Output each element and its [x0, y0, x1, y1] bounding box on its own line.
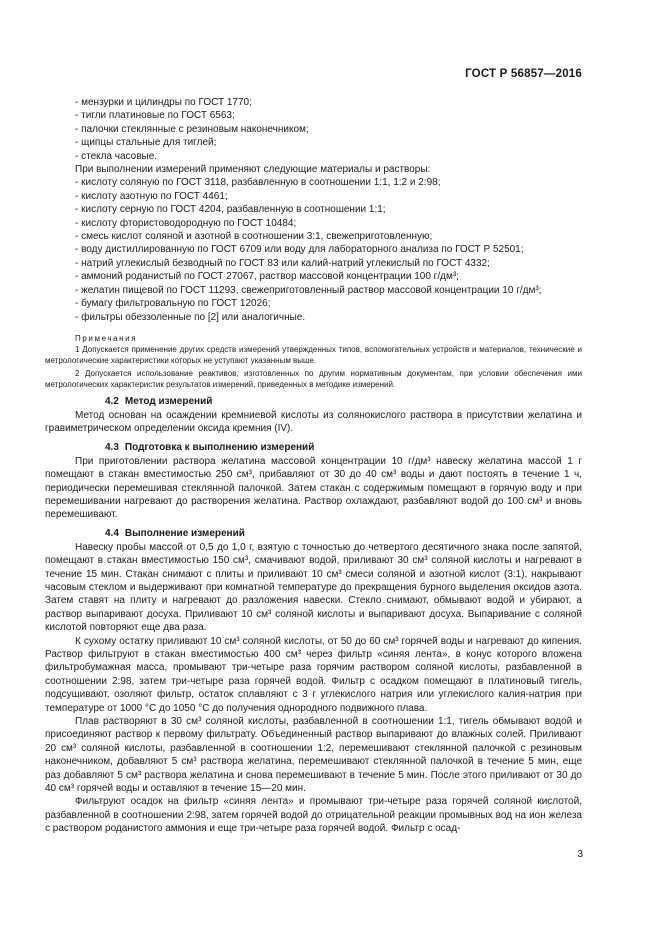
list-item: - кислоту соляную по ГОСТ 3118, разбавленную в соотношении 1:1, 1:2 и 2:98;: [75, 177, 441, 189]
list-item: - мензурки и цилиндры по ГОСТ 1770;: [75, 97, 252, 108]
page-number: 3: [577, 849, 583, 860]
paragraph: Плав растворяют в 30 см³ соляной кислоты, разбавленной в соотношении 1:1, тигель обмывают водой и присоединяют раствор к первому фильтрату. Объединенный раствор выпаривают до влажных солей. Приливают 20 см³ соляной кислоты, разбавленной в соотношении 1:2, перемешивают стеклянной палочкой с резиновым наконечником, добавляют 5 см³ раствора желатина, перемешивают стеклянной палочкой в течение 5 мин, еще раз добавляют 5 см³ раствора желатина и снова перемешивают в течение 5 мин. После этого приливают от 30 до 40 см³ горячей воды и оставляют в течение 15—20 мин.: [45, 716, 582, 795]
section-heading: [45, 527, 582, 541]
paragraph: Фильтруют осадок на фильтр «синяя лента» и промывают три-четыре раза горячей соляной кислотой, разбавленной в соотношении 2:98, затем горячей водой до отрицательной реакции промывных вод на ион железа с раствором роданистого аммония и еще три-четыре раза горячей водой. Фильтр с осад-: [45, 796, 582, 835]
list-item: - аммоний роданистый по ГОСТ 27067, раствор массовой концентрации 100 г/дм³;: [75, 271, 459, 283]
list-item: - желатин пищевой по ГОСТ 11293, свежеприготовленный раствор массовой концентрации 10 г/дм³;: [75, 284, 542, 296]
section-title: Метод измерений: [124, 395, 213, 407]
materials-list: [45, 176, 582, 323]
list-item: - воду дистиллированную по ГОСТ 6709 или воду для лабораторного анализа по ГОСТ Р 52501;: [75, 244, 524, 256]
equipment-list: [45, 96, 582, 163]
list-item: - бумагу фильтровальную по ГОСТ 12026;: [75, 298, 271, 310]
list-item: - тигли платиновые по ГОСТ 6563;: [75, 110, 235, 122]
section-title: Подготовка к выполнению измерений: [124, 441, 315, 453]
document-code-header: ГОСТ Р 56857—2016: [465, 68, 582, 80]
section-4-4: [45, 527, 582, 836]
section-4-3: [45, 441, 582, 522]
paragraph: Метод основан на осаждении кремниевой кислоты из солянокислого раствора в присутствии желатина и гравиметрическом определении оксида кремния (IV).: [45, 409, 582, 435]
section-number: 4.4: [105, 527, 119, 539]
list-item: - стекла часовые.: [75, 150, 158, 162]
paragraph: К сухому остатку приливают 10 см³ соляной кислоты, от 50 до 60 см³ горячей воды и нагревают до кипения. Раствор фильтруют в стакан вместимостью 400 см³ через фильтр «синяя лента», в конус которого вложена фильтробумажная масса, промывают три-четыре раза горячим раствором соляной кислоты, разбавленной в соотношении 2:98, затем три-четыре раза горячей водой. Фильтр с осадком помещают в платиновый тигель, подсушивают, озоляют фильтр, остаток сплавляют с 3 г углекислого натрия или углекислого калия-натрия при температуре от 1000 °С до 1050 °С до получения однородного подвижного плава.: [45, 635, 582, 714]
notes-block: [45, 333, 582, 390]
section-number: 4.3: [105, 441, 119, 453]
section-number: 4.2: [105, 395, 119, 407]
paragraph: При приготовлении раствора желатина массовой концентрации 10 г/дм³ навеску желатина массой 1 г помещают в стакан вместимостью 250 см³, прибавляют от 30 до 40 см³ воды и дают постоять в течение 1 ч, периодически перемешивая стеклянной палочкой. Затем стакан с содержимым помещают в горячую воду и при перемешивании нагревают до растворения желатина. Раствор охлаждают, разбавляют водой до 100 см³ и вновь перемешивают.: [45, 455, 582, 521]
paragraph: Навеску пробы массой от 0,5 до 1,0 г, взятую с точностью до четвертого десятичного знака после запятой, помещают в стакан вместимостью 150 см³, смачивают водой, приливают 30 см³ соляной кислоты и нагревают в течение 15 мин. Стакан снимают с плиты и приливают 10 см³ смеси соляной и азотной кислот (3:1), накрывают часовым стеклом и выдерживают при комнатной температуре до прекращения бурного выделения оксидов азота. Затем ставят на плиту и нагревают до разложения навески. Стекло снимают, обмывают водой и убирают, а раствор выпаривают досуха. Приливают 10 см³ соляной кислоты и выпаривают досуха. Выпаривание с соляной кислотой повторяют еще два раза.: [45, 541, 582, 634]
list-item: - кислоту азотную по ГОСТ 4461;: [75, 190, 228, 202]
list-item: - палочки стеклянные с резиновым наконечником;: [75, 123, 309, 135]
section-heading: [45, 395, 582, 409]
list-item: - смесь кислот соляной и азотной в соотношении 3:1, свежеприготовленную;: [75, 231, 433, 243]
note-item: 2 Допускается использование реактивов, изготовленных по другим нормативным документам, при условии обеспечения ими метрологических характеристик результатов измерений, приведенных в методике измерений.: [45, 368, 582, 389]
section-4-2: [45, 395, 582, 436]
list-item: - щипцы стальные для тиглей;: [75, 137, 217, 149]
note-item: 1 Допускается применение других средств измерений утвержденных типов, вспомогательных устройств и материалов, технические и метрологические характеристики которых не уступают указанным выше.: [45, 344, 582, 365]
section-heading: [45, 441, 582, 455]
list-item: - фильтры обеззоленные по [2] или аналогичные.: [75, 311, 306, 323]
list-item: - натрий углекислый безводный по ГОСТ 83 или калий-натрий углекислый по ГОСТ 4332;: [75, 257, 490, 269]
materials-intro: При выполнении измерений применяют следующие материалы и растворы:: [75, 164, 431, 176]
section-title: Выполнение измерений: [124, 527, 245, 539]
page-body: [45, 96, 582, 836]
list-item: - кислоту серную по ГОСТ 4204, разбавленную в соотношении 1:1;: [75, 204, 386, 216]
list-item: - кислоту фтористоводородную по ГОСТ 10484;: [75, 217, 297, 229]
notes-title: Примечания: [75, 333, 138, 343]
